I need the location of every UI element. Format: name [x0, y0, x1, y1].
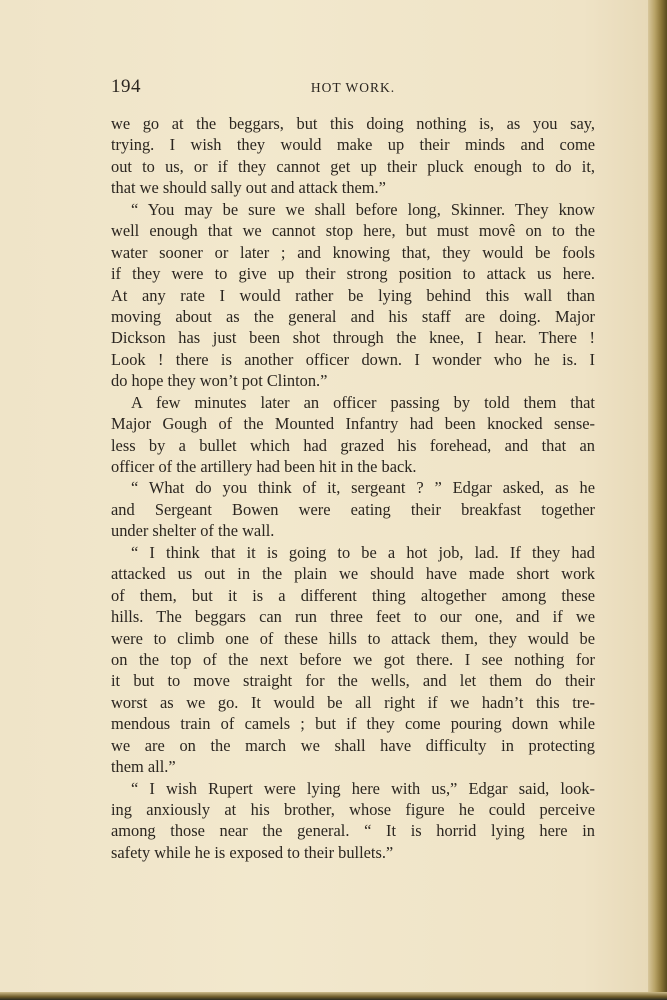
- text-line: we go at the beggars, but this doing nothing is, as you say,: [111, 114, 595, 133]
- text-line: on the top of the next before we got there. I see nothing for: [111, 649, 595, 669]
- text-line: if they were to give up their strong position to attack us here.: [111, 264, 595, 284]
- text-line: were to climb one of these hills to attack them, they would be: [111, 628, 595, 648]
- text-line: it but to move straight for the wells, and let them do their: [111, 671, 595, 691]
- text-line: “ I wish Rupert were lying here with us,” Edgar said, look-: [131, 778, 595, 798]
- text-line: of them, but it is a different thing altogether among these: [111, 585, 595, 605]
- text-line: Look ! there is another officer down. I wonder who he is. I: [111, 349, 595, 369]
- text-line: attacked us out in the plain we should have made short work: [111, 564, 595, 584]
- text-line: and Sergeant Bowen were eating their breakfast together: [111, 499, 595, 519]
- body-text: [111, 113, 595, 863]
- text-line: them all.”: [111, 757, 176, 777]
- text-line: A few minutes later an officer passing by told them that: [131, 392, 595, 412]
- text-line: At any rate I would rather be lying behind this wall than: [111, 285, 595, 305]
- text-line: trying. I wish they would make up their minds and come: [111, 135, 595, 155]
- text-line: ing anxiously at his brother, whose figure he could perceive: [111, 800, 595, 819]
- text-line: that we should sally out and attack them.”: [111, 178, 386, 198]
- text-line: moving about as the general and his staff are doing. Major: [111, 306, 595, 326]
- text-line: less by a bullet which had grazed his forehead, and that an: [111, 435, 595, 455]
- page-number: 194: [111, 76, 141, 97]
- text-line: mendous train of camels ; but if they come pouring down while: [111, 714, 595, 734]
- text-line: under shelter of the wall.: [111, 521, 275, 541]
- text-line: “ What do you think of it, sergeant ? ” Edgar asked, as he: [131, 478, 595, 498]
- text-line: worst as we go. It would be all right if we hadn’t this tre-: [111, 692, 595, 712]
- text-line: Major Gough of the Mounted Infantry had been knocked sense-: [111, 414, 595, 434]
- text-line: do hope they won’t pot Clinton.”: [111, 371, 328, 391]
- running-head: HOT WORK.: [310, 80, 396, 95]
- page-header: [111, 76, 595, 100]
- book-edge: [648, 0, 667, 1000]
- text-line: hills. The beggars can run three feet to our one, and if we: [111, 607, 595, 627]
- text-line: we are on the march we shall have difficulty in protecting: [111, 735, 595, 755]
- text-line: “ I think that it is going to be a hot job, lad. If they had: [131, 542, 595, 562]
- text-line: “ You may be sure we shall before long, Skinner. They know: [131, 199, 595, 219]
- text-line: among those near the general. “ It is horrid lying here in: [111, 821, 595, 841]
- text-line: safety while he is exposed to their bullets.”: [111, 842, 394, 862]
- book-bottom-edge: [0, 992, 667, 1000]
- text-line: water sooner or later ; and knowing that, they would be fools: [111, 242, 595, 262]
- text-line: out to us, or if they cannot get up their pluck enough to do it,: [111, 156, 595, 176]
- text-line: officer of the artillery had been hit in the back.: [111, 457, 417, 476]
- text-line: Dickson has just been shot through the knee, I hear. There !: [111, 328, 595, 348]
- text-line: well enough that we cannot stop here, but must movê on to the: [111, 221, 595, 241]
